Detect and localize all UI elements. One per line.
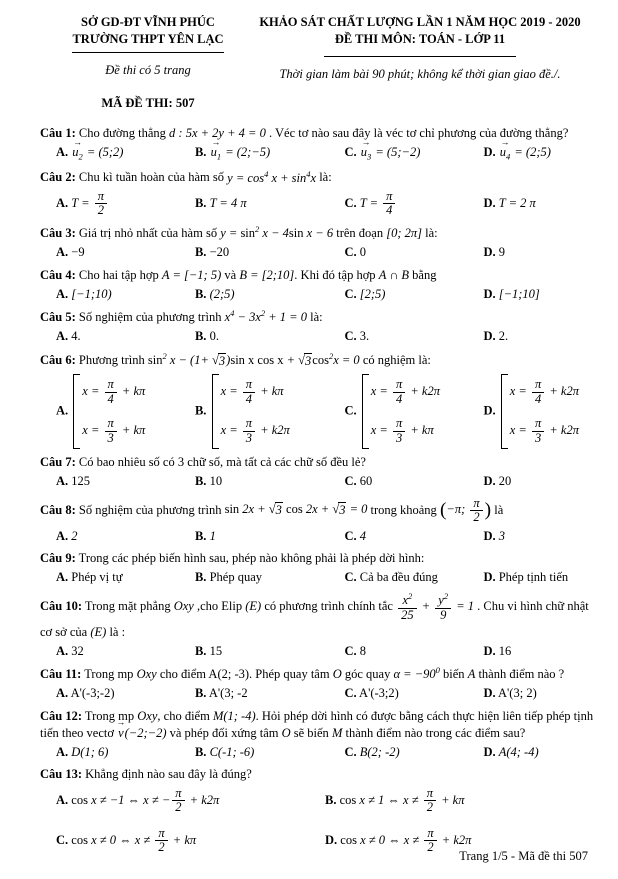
question-3-option-A: A. −9: [56, 245, 85, 260]
question-number: Câu 2:: [40, 170, 76, 185]
question-8-option-B: B. 1: [194, 528, 216, 543]
question-5-prompt: Câu 5: Số nghiệm của phương trình $x^4 - 3x^2 + 1 = 0$ là:: [40, 308, 323, 325]
option-label: C.: [344, 745, 357, 760]
question-1-option-C: C. $u_3$ → = (5;−2): [344, 143, 483, 164]
question-6-option-D: [483, 373, 594, 450]
question-3-prompt: Câu 3: Giá trị nhỏ nhất của hàm số $y = \sin^2 x - 4\sin$ x − 6 trên đoạn [0; 2π] là:: [40, 223, 438, 241]
option-label: B.: [194, 474, 207, 489]
question-4-options: [56, 285, 594, 304]
question-13-option-D: D. cos x ≠ 0 ⇔ x ≠ $\frac{\pi}{2}$ + k2π: [325, 825, 472, 855]
question-8-options: [56, 527, 594, 546]
question-13-option-B: B. cos x ≠ 1 ⇔ x ≠ $\frac{\pi}{2}$ + kπ: [325, 785, 465, 815]
question-10-options: [56, 642, 594, 661]
option-label: D.: [483, 686, 496, 701]
question-5-option-C: C. 3.: [344, 329, 370, 344]
header-right: [246, 14, 594, 112]
option-label: A.: [56, 286, 69, 301]
question-number: Câu 5:: [40, 310, 76, 325]
question-4-option-D: D. [−1;10]: [483, 286, 540, 301]
question-6-option-B: [195, 373, 345, 450]
option-label: A.: [56, 403, 69, 418]
question-9-option-B: B. Phép quay: [194, 570, 262, 585]
option-label: A.: [56, 528, 69, 543]
option-label: D.: [483, 329, 496, 344]
option-label: C.: [344, 686, 357, 701]
question-number: Câu 12:: [40, 708, 83, 723]
question-7-option-D: D. 20: [483, 474, 512, 489]
option-label: C.: [344, 643, 357, 658]
question-12-option-B: B. C(-1; -6): [194, 745, 255, 760]
question-13-option-C: C. cos x ≠ 0 ⇔ x ≠ $\frac{\pi}{2}$ + kπ: [56, 825, 197, 855]
org-name-line2: TRƯỜNG THPT YÊN LẠC: [72, 32, 224, 47]
question-13-prompt: Câu 13: Khẳng định nào sau đây là đúng?: [40, 767, 252, 782]
option-label: D.: [483, 403, 496, 418]
option-label: C.: [344, 474, 357, 489]
option-label: B.: [194, 745, 207, 760]
question-8-option-C: C. 4: [344, 528, 366, 543]
option-label: A.: [56, 245, 69, 260]
question-10-option-C: C. 8: [344, 643, 366, 658]
question-10-prompt: Câu 10: Trong mặt phẳng Oxy ,cho Elip (E) có phương trình chính tắc $\frac{x^2}{25}$ + $\frac{y^2}{9}$ = 1 . Chu vi hình chữ nhật cơ sở của (E) là :: [40, 591, 589, 639]
option-label: B.: [194, 329, 207, 344]
org-name-line1: SỞ GD-ĐT VĨNH PHÚC: [81, 15, 215, 29]
question-9-options: [56, 568, 594, 587]
question-8: [40, 496, 594, 546]
question-8-option-A: A. 2: [56, 528, 78, 543]
question-11: [40, 665, 594, 704]
question-number: Câu 10:: [40, 599, 83, 614]
option-label: D.: [325, 832, 338, 847]
vector-arrow: $u_4$ →: [499, 144, 512, 163]
question-2-option-B: B. T = 4 π: [194, 196, 247, 211]
exam-code: MÃ ĐỀ THI: 507: [101, 95, 195, 110]
question-2-option-C: C. T = $\frac{\pi}{4}$: [344, 188, 483, 220]
question-3: [40, 224, 594, 263]
question-6: [40, 351, 594, 450]
question-12-option-A: A. D(1; 6): [56, 745, 109, 760]
option-label: C.: [344, 145, 357, 160]
question-4-option-C: C. [2;5): [344, 286, 386, 301]
option-label: A.: [56, 792, 69, 807]
question-1-option-D: D. $u_4$ → = (2;5): [483, 143, 594, 164]
question-3-options: [56, 243, 594, 262]
option-label: C.: [344, 403, 357, 418]
question-5-options: [56, 327, 594, 346]
solution-cases: x = $\frac{\pi}{4}$ + k2π x = $\frac{\pi}{3}$ + k2π: [501, 374, 579, 449]
question-2-prompt: Câu 2: Chu kì tuần hoàn của hàm số $y = \cos^4 x + \sin^4x$ là:: [40, 168, 332, 185]
exam-title-line2: ĐỀ THI MÔN: TOÁN - LỚP 11: [334, 32, 506, 47]
question-number: Câu 11:: [40, 667, 82, 682]
question-7-option-B: B. 10: [194, 474, 223, 489]
question-9: [40, 550, 594, 588]
question-number: Câu 6:: [40, 352, 76, 367]
option-label: C.: [344, 329, 357, 344]
question-7: [40, 454, 594, 492]
question-5-option-B: B. 0.: [194, 329, 219, 344]
question-8-prompt: Câu 8: Số nghiệm của phương trình sin 2x + √ 3 cos 2x + √ 3 = 0 trong khoảng (−π; $\frac{\pi}{2}$ ) là: [40, 495, 504, 525]
question-11-option-B: B. A'(3; -2: [194, 686, 248, 701]
question-2: [40, 168, 594, 219]
option-label: D.: [483, 286, 496, 301]
option-label: A.: [56, 643, 69, 658]
vector-arrow: $u_3$ →: [360, 144, 373, 163]
option-label: A.: [56, 745, 69, 760]
question-12-prompt: Câu 12: Trong mp Oxy, cho điểm M(1; -4). Hỏi phép dời hình có được bằng cách thực hiện liên tiếp phép tịnh tiến theo vectơ v →(−2;−2) và phép đối xứng tâm O sẽ biến M thành điểm nào trong các điểm sau?: [40, 708, 594, 743]
option-label: B.: [194, 196, 207, 211]
pages-note: Đề thi có 5 trang: [105, 62, 191, 77]
question-2-option-D: D. T = 2 π: [483, 196, 536, 211]
question-4-prompt: Câu 4: Cho hai tập hợp A = [−1; 5) và B = [2;10]. Khi đó tập hợp A ∩ B bằng: [40, 267, 437, 282]
question-2-options: [56, 188, 594, 220]
option-label: B.: [194, 403, 207, 418]
question-3-option-C: C. 0: [344, 245, 366, 260]
question-11-option-A: A. A'(-3;-2): [56, 686, 115, 701]
question-4-option-A: A. [−1;10): [56, 286, 112, 301]
question-number: Câu 7:: [40, 455, 76, 470]
question-1-option-B: B. $u_1$ → = (2;−5): [195, 143, 345, 164]
header-rule-left: [72, 52, 224, 53]
question-1-prompt: Câu 1: Cho đường thẳng d : 5x + 2y + 4 = 0 . Véc tơ nào sau đây là véc tơ chỉ phương của đường thẳng?: [40, 126, 569, 140]
question-12-option-D: D. A(4; -4): [483, 745, 539, 760]
option-label: C.: [344, 286, 357, 301]
option-label: C.: [344, 570, 357, 585]
option-label: D.: [483, 245, 496, 260]
option-label: C.: [56, 832, 69, 847]
question-6-option-C: [344, 373, 483, 450]
solution-cases: x = $\frac{\pi}{4}$ + kπ x = $\frac{\pi}{3}$ + k2π: [212, 374, 290, 449]
questions: [40, 125, 594, 857]
question-5: [40, 308, 594, 347]
question-number: Câu 13:: [40, 767, 83, 782]
question-6-prompt: Câu 6: Phương trình $\sin^2 x - (1+$ √ 3 )sin x cos x + √ 3 $\cos^2x = 0$ có nghiệm là:: [40, 350, 431, 368]
option-label: D.: [483, 145, 496, 160]
option-label: B.: [194, 570, 207, 585]
time-note: Thời gian làm bài 90 phút; không kể thời gian giao đề./.: [279, 66, 561, 81]
question-7-option-C: C. 60: [344, 474, 373, 489]
question-13: [40, 766, 594, 856]
option-label: D.: [483, 643, 496, 658]
question-7-option-A: A. 125: [56, 474, 91, 489]
question-5-option-D: D. 2.: [483, 329, 509, 344]
question-10: [40, 591, 594, 661]
question-1-options: [56, 143, 594, 164]
solution-cases: x = $\frac{\pi}{4}$ + k2π x = $\frac{\pi}{3}$ + kπ: [362, 374, 440, 449]
question-number: Câu 8:: [40, 502, 76, 517]
vector-arrow: v →: [117, 725, 125, 742]
question-10-option-A: A. 32: [56, 643, 84, 658]
question-3-option-D: D. 9: [483, 245, 505, 260]
question-11-options: [56, 684, 594, 703]
option-label: C.: [344, 528, 357, 543]
option-label: D.: [483, 474, 496, 489]
vector-arrow: $u_2$ →: [71, 144, 84, 163]
question-4-option-B: B. (2;5): [194, 286, 235, 301]
option-label: B.: [194, 643, 207, 658]
question-11-prompt: Câu 11: Trong mp Oxy cho điểm A(2; -3). Phép quay tâm O góc quay $\alpha = -90^0$ biến A thành điểm nào ?: [40, 665, 565, 682]
question-6-option-A: [56, 373, 195, 450]
option-label: B.: [194, 245, 207, 260]
exam-title-line1: KHẢO SÁT CHẤT LƯỢNG LẦN 1 NĂM HỌC 2019 - 2020: [259, 15, 581, 29]
question-13-option-A: A. cos x ≠ −1 ⇔ x ≠ − $\frac{\pi}{2}$ + k2π: [56, 785, 220, 815]
question-13-options: [56, 785, 594, 857]
option-label: B.: [194, 686, 207, 701]
question-10-option-D: D. 16: [483, 643, 512, 658]
option-label: D.: [483, 745, 496, 760]
option-label: B.: [325, 792, 337, 807]
option-label: B.: [194, 528, 207, 543]
option-label: A.: [56, 570, 69, 585]
option-label: C.: [344, 245, 357, 260]
question-number: Câu 4:: [40, 267, 76, 282]
option-label: D.: [483, 570, 496, 585]
question-4: [40, 267, 594, 305]
option-label: B.: [194, 286, 207, 301]
question-12: [40, 708, 594, 763]
option-label: A.: [56, 145, 69, 160]
option-label: A.: [56, 195, 69, 210]
header-rule-right: [324, 56, 516, 57]
question-number: Câu 1:: [40, 126, 76, 140]
question-6-options: [56, 373, 594, 450]
option-label: D.: [483, 528, 496, 543]
question-2-option-A: A. T = $\frac{\pi}{2}$: [56, 188, 195, 220]
option-label: D.: [483, 196, 496, 211]
question-9-option-C: C. Cả ba đều đúng: [344, 570, 438, 585]
option-label: A.: [56, 686, 69, 701]
question-7-prompt: Câu 7: Có bao nhiêu số có 3 chữ số, mà tất cả các chữ số đều lẻ?: [40, 455, 366, 470]
question-11-option-C: C. A'(-3;2): [344, 686, 399, 701]
option-label: A.: [56, 329, 69, 344]
question-number: Câu 9:: [40, 550, 76, 565]
question-9-option-A: A. Phép vị tự: [56, 570, 123, 585]
option-label: A.: [56, 474, 69, 489]
question-number: Câu 3:: [40, 226, 76, 241]
header-left: [50, 14, 246, 112]
question-12-option-C: C. B(2; -2): [344, 745, 400, 760]
header: [40, 14, 594, 112]
question-5-option-A: A. 4.: [56, 329, 81, 344]
question-11-option-D: D. A'(3; 2): [483, 686, 537, 701]
question-1: [40, 125, 594, 164]
question-12-options: [56, 743, 594, 762]
solution-cases: x = $\frac{\pi}{4}$ + kπ x = $\frac{\pi}{3}$ + kπ: [73, 374, 145, 449]
question-10-option-B: B. 15: [194, 643, 223, 658]
question-3-option-B: B. −20: [194, 245, 230, 260]
option-label: B.: [194, 145, 207, 160]
question-1-option-A: A. $u_2$ → = (5;2): [56, 143, 195, 164]
page-footer: Trang 1/5 - Mã đề thi 507: [459, 848, 588, 863]
question-9-option-D: D. Phép tịnh tiến: [483, 570, 569, 585]
vector-arrow: $u_1$ →: [210, 144, 223, 163]
question-9-prompt: Câu 9: Trong các phép biến hình sau, phép nào không phải là phép dời hình:: [40, 550, 425, 565]
question-8-option-D: D. 3: [483, 528, 505, 543]
option-label: C.: [344, 195, 357, 210]
question-7-options: [56, 472, 594, 491]
